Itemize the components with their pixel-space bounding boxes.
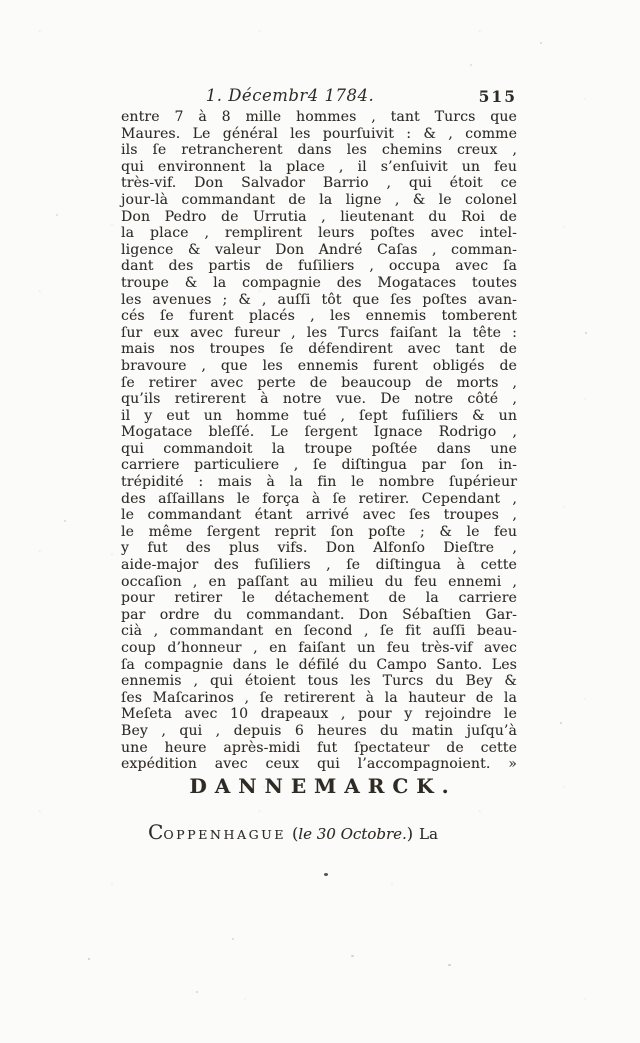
body-text-line: mais nos troupes ſe défendirent avec tant de	[121, 341, 517, 358]
body-text-line: y fut des plus vifs. Don Alfonſo Dieſtre ,	[121, 540, 517, 557]
body-text-line: par ordre du commandant. Don Sébaſtien Gar-	[121, 606, 517, 623]
body-text-line: aide-major des fuſiliers , ſe diſtingua à cette	[121, 557, 517, 574]
body-text-line: expédition avec ceux qui l’accompagnoient. »	[121, 756, 517, 773]
body-text-line: ſur eux avec fureur , les Turcs faiſant la tête :	[121, 324, 517, 341]
noise-speck	[351, 955, 354, 957]
body-text-line: ſes Maſcarinos , ſe retirerent à la hauteur de la	[121, 689, 517, 706]
section-heading: DANNEMARCK.	[189, 774, 457, 798]
noise-speck	[196, 991, 198, 993]
body-text-line: des aſſaillans le força à ſe retirer. Cependant ,	[121, 490, 517, 507]
body-text-line: entre 7 à 8 mille hommes , tant Turcs que	[121, 109, 517, 125]
body-text-line: coup d’honneur , en faiſant un feu très-vif avec	[121, 640, 517, 656]
noise-speck	[56, 214, 58, 216]
article-body	[121, 109, 517, 773]
dateline-city-initial: C	[148, 820, 164, 844]
body-text-line: occaſion , en paſſant au milieu du feu ennemi ,	[121, 573, 517, 590]
body-text-line: ligence & valeur Don André Caſas , comman-	[121, 241, 517, 258]
body-text-line: ils ſe retrancherent dans les chemins creux ,	[121, 142, 517, 159]
running-head	[121, 86, 517, 110]
body-text-line: il y eut un homme tué , ſept fuſiliers & un	[121, 407, 517, 424]
dateline-first-word: La	[419, 825, 438, 843]
noise-speck	[64, 520, 66, 522]
body-text-line: ſe retirer avec perte de beaucoup de morts ,	[121, 374, 517, 391]
body-text-line: le même ſergent reprit ſon poſte ; & le feu	[121, 523, 517, 540]
body-text-line: cés ſe furent placés , les ennemis tomberent	[121, 308, 517, 325]
page-number: 515	[478, 87, 517, 106]
body-text-line: pour retirer le détachement de la carriere	[121, 590, 517, 607]
body-text-line: Maures. Le général les pourſuivit : & , comme	[121, 125, 517, 142]
noise-speck	[324, 873, 328, 876]
dateline-date: le 30 Octobre.	[298, 825, 407, 843]
body-text-line: Bey , qui , depuis 6 heures du matin juſqu’à	[121, 722, 517, 739]
body-text-line: carriere particuliere , ſe diſtingua par ſon in-	[121, 457, 517, 474]
body-text-line: Don Pedro de Urrutia , lieutenant du Roi de	[121, 208, 517, 225]
body-text-line: bravoure , que les ennemis furent obligés de	[121, 357, 517, 374]
body-text-line: ſa compagnie dans le défilé du Campo Santo. Les	[121, 656, 517, 673]
body-text-line: cià , commandant en ſecond , ſe fit auſſi beau-	[121, 623, 517, 640]
body-text-line: dant des partis de fuſiliers , occupa avec ſa	[121, 258, 517, 275]
noise-speck	[585, 332, 587, 334]
noise-speck	[540, 42, 542, 44]
dateline-close-paren: )	[406, 824, 414, 843]
dateline-open-paren: (	[292, 824, 299, 843]
dateline-city-rest: OPPENHAGUE	[163, 827, 287, 842]
body-text-line: qui environnent la place , il s’enſuivit un feu	[121, 158, 517, 175]
body-text-line: une heure après-midi fut ſpectateur de cette	[121, 739, 517, 756]
dateline	[148, 820, 438, 844]
body-text-line: jour-là commandant de la ligne , & le colonel	[121, 191, 517, 208]
body-text-line: Meſeta avec 10 drapeaux , pour y rejoindre le	[121, 706, 517, 723]
body-text-line: Mogatace bleſſé. Le ſergent Ignace Rodrigo ,	[121, 424, 517, 441]
noise-speck	[232, 938, 234, 940]
body-text-line: le commandant étant arrivé avec ſes troupes ,	[121, 507, 517, 524]
noise-speck	[88, 958, 90, 960]
body-text-line: qu’ils retirerent à notre vue. De notre côté ,	[121, 391, 517, 408]
body-text-line: la place , remplirent leurs poſtes avec intel-	[121, 225, 517, 242]
header-date-line: 1. Décembr4 1784.	[205, 86, 375, 105]
body-text-line: les avenues ; & , auſſi tôt que ſes poſtes avan-	[121, 291, 517, 308]
body-text-line: ennemis , qui étoient tous les Turcs du Bey &	[121, 673, 517, 690]
noise-speck	[560, 722, 562, 724]
body-text-line: très-vif. Don Salvador Barrio , qui étoit ce	[121, 175, 517, 192]
noise-speck	[470, 64, 472, 66]
body-text-line: troupe & la compagnie des Mogataces toutes	[121, 274, 517, 291]
body-text-line: qui commandoit la troupe poſtée dans une	[121, 440, 517, 457]
body-text-line: trépidité : mais à la fin le nombre ſupérieur	[121, 474, 517, 491]
noise-speck	[448, 964, 451, 966]
